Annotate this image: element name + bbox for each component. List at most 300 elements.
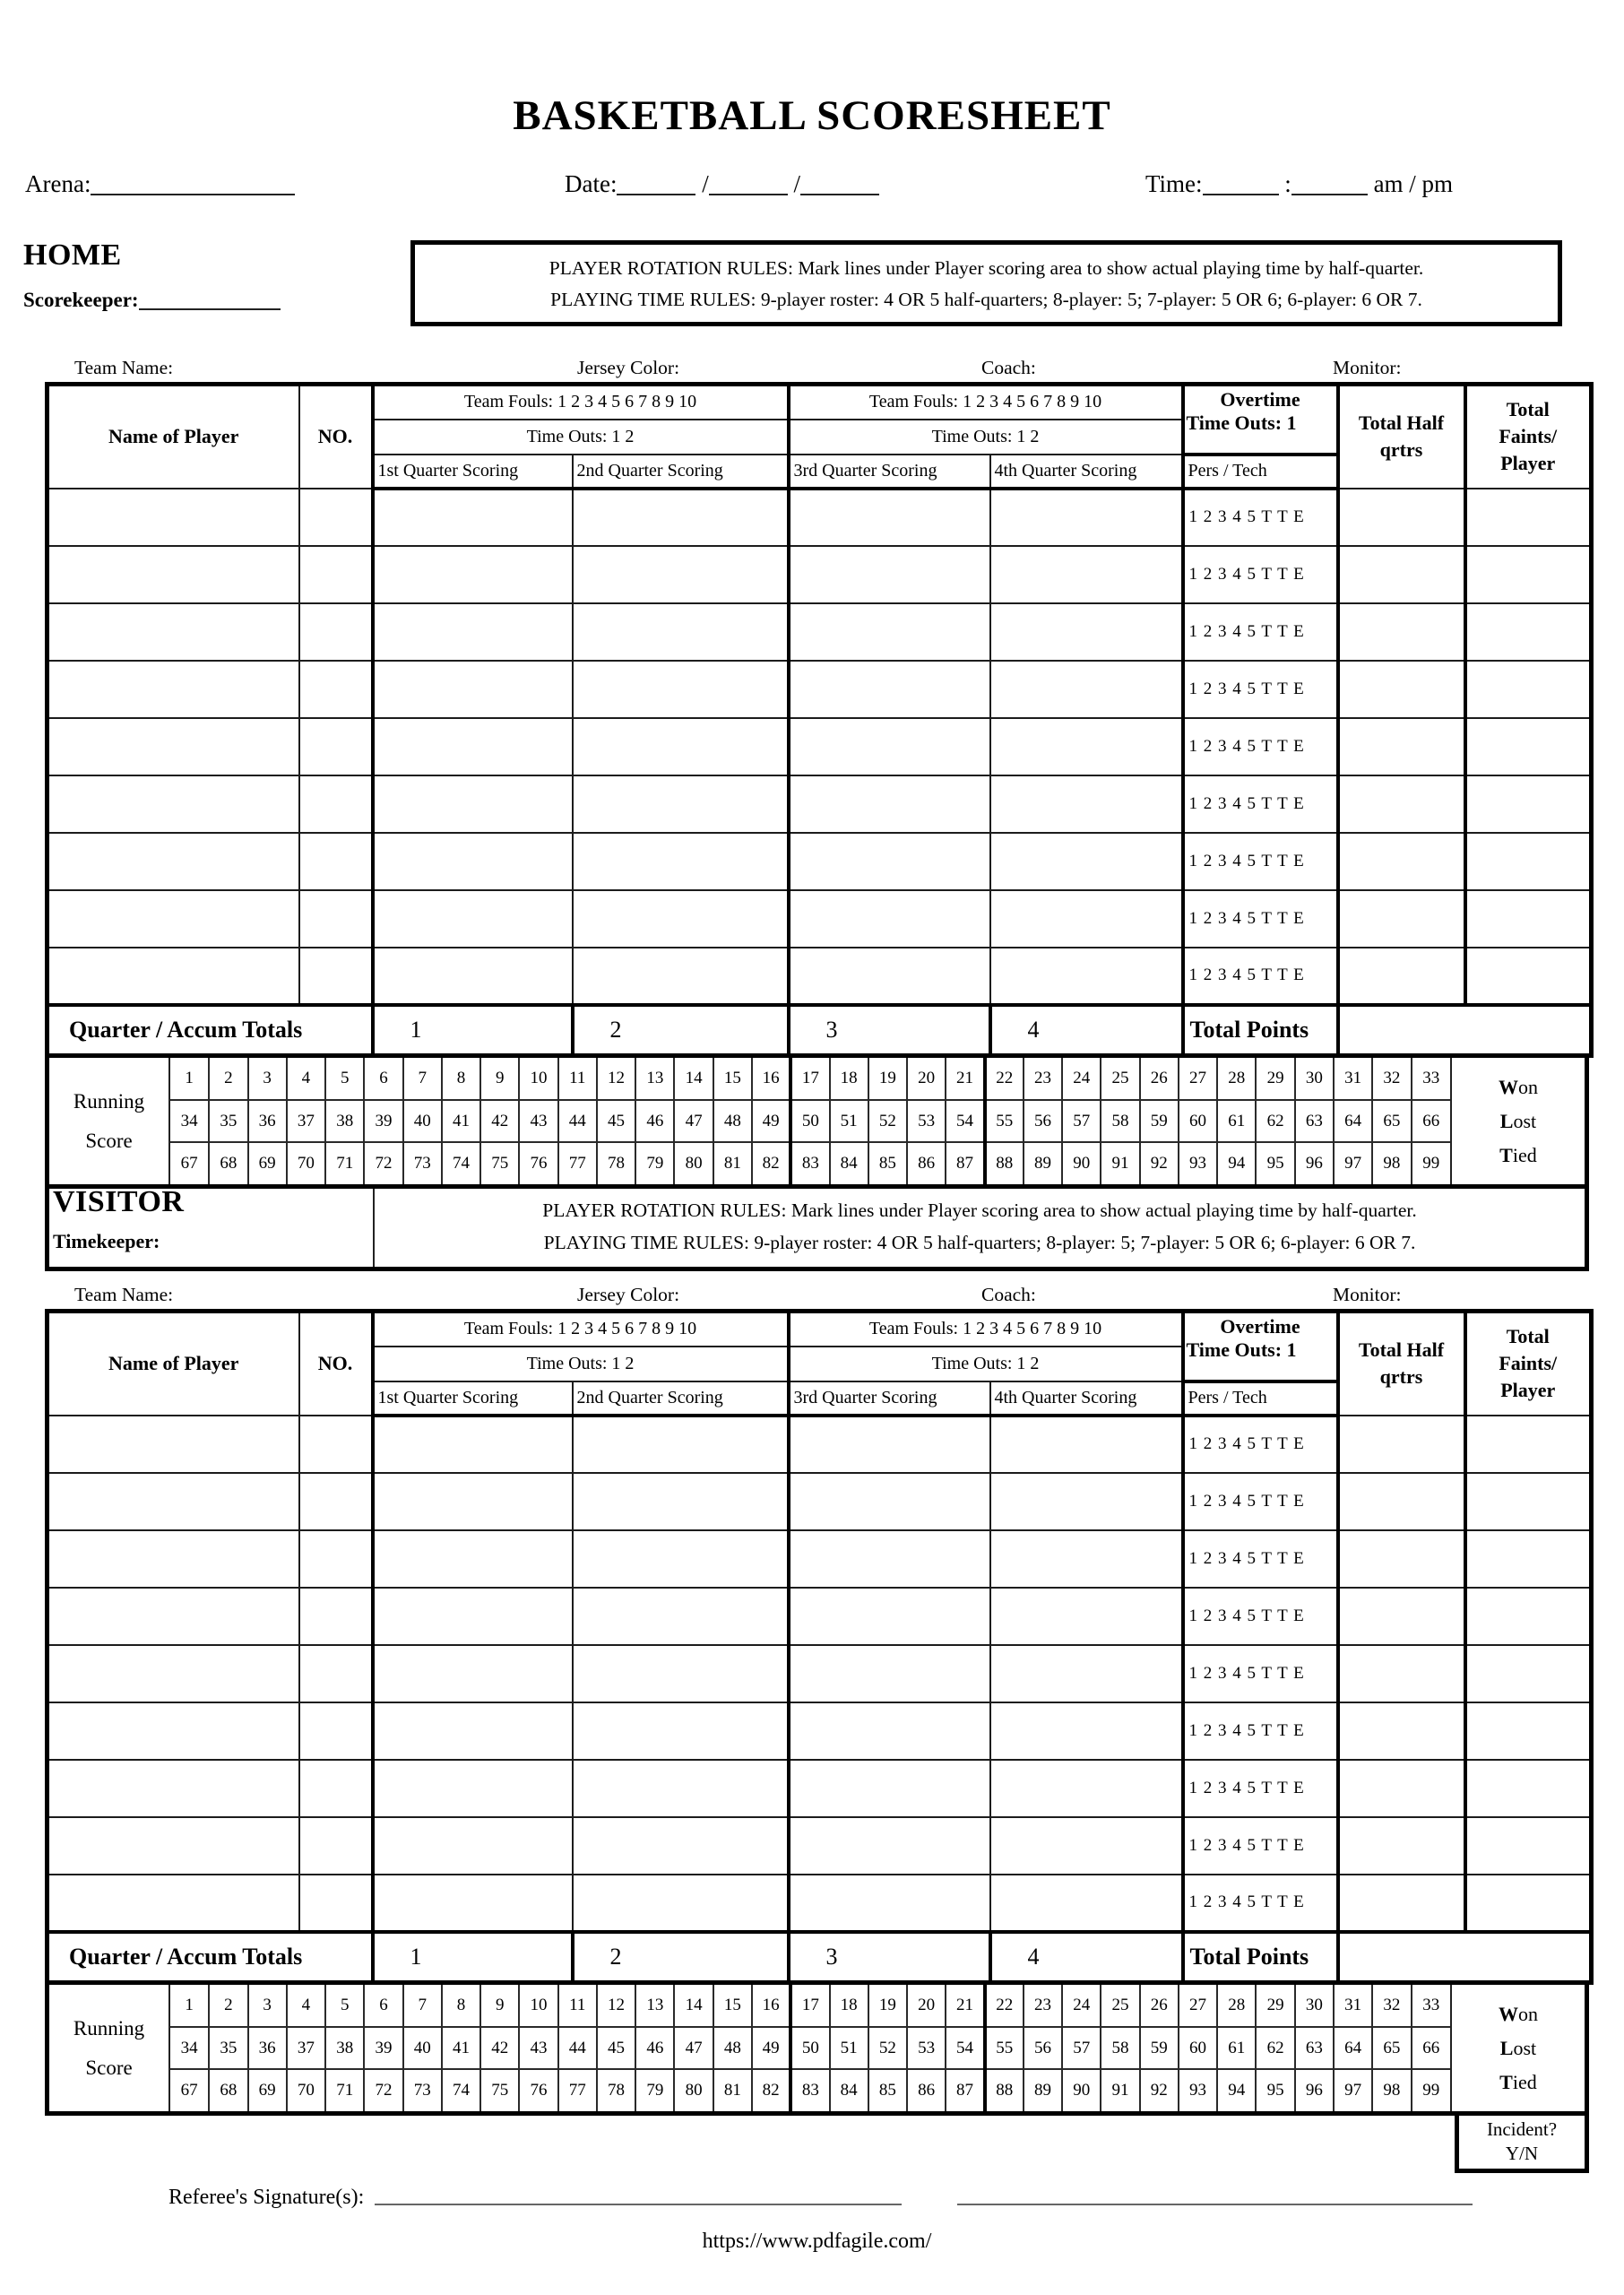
running-score-number[interactable]: 3 bbox=[248, 1058, 287, 1100]
player-no-cell[interactable] bbox=[299, 1645, 373, 1702]
q1-scoring-cell[interactable] bbox=[373, 1702, 573, 1760]
running-score-number[interactable]: 12 bbox=[597, 1058, 635, 1100]
total-half-qrtrs-cell[interactable] bbox=[1338, 775, 1465, 833]
q4-scoring-cell[interactable] bbox=[990, 890, 1183, 948]
result-label-lost[interactable]: Lost bbox=[1499, 2036, 1537, 2059]
q2-scoring-cell[interactable] bbox=[573, 1702, 789, 1760]
running-score-number[interactable]: 55 bbox=[985, 1100, 1024, 1142]
running-score-number[interactable]: 83 bbox=[790, 1142, 829, 1184]
pers-tech-foul-cell[interactable]: 1 2 3 4 5 T T E bbox=[1183, 1473, 1338, 1530]
running-score-number[interactable]: 43 bbox=[519, 1100, 557, 1142]
pers-tech-foul-cell[interactable]: 1 2 3 4 5 T T E bbox=[1183, 833, 1338, 890]
ampm-label[interactable]: am / pm bbox=[1373, 170, 1454, 197]
total-faints-cell[interactable] bbox=[1465, 890, 1592, 948]
pers-tech-foul-cell[interactable]: 1 2 3 4 5 T T E bbox=[1183, 1702, 1338, 1760]
running-score-number[interactable]: 14 bbox=[674, 1058, 713, 1100]
running-score-number[interactable]: 98 bbox=[1372, 1142, 1411, 1184]
total-half-qrtrs-cell[interactable] bbox=[1338, 546, 1465, 603]
date-day-input[interactable] bbox=[709, 170, 788, 195]
running-score-number[interactable]: 18 bbox=[830, 1058, 868, 1100]
running-score-number[interactable]: 8 bbox=[442, 1058, 480, 1100]
q3-scoring-cell[interactable] bbox=[789, 833, 990, 890]
running-score-number[interactable]: 44 bbox=[558, 1100, 597, 1142]
q3-scoring-cell[interactable] bbox=[789, 1530, 990, 1588]
running-score-number[interactable]: 22 bbox=[985, 1058, 1024, 1100]
running-score-number[interactable]: 87 bbox=[946, 2069, 984, 2111]
q1-scoring-cell[interactable] bbox=[373, 1645, 573, 1702]
q4-scoring-cell[interactable] bbox=[990, 775, 1183, 833]
running-score-number[interactable]: 18 bbox=[830, 1985, 868, 2027]
running-score-number[interactable]: 50 bbox=[790, 2027, 829, 2069]
total-faints-cell[interactable] bbox=[1465, 1760, 1592, 1817]
q1-scoring-cell[interactable] bbox=[373, 546, 573, 603]
player-name-cell[interactable] bbox=[48, 603, 299, 661]
q1-scoring-cell[interactable] bbox=[373, 1817, 573, 1875]
total-faints-cell[interactable] bbox=[1465, 1530, 1592, 1588]
running-score-number[interactable]: 37 bbox=[287, 2027, 325, 2069]
running-score-number[interactable]: 65 bbox=[1372, 1100, 1411, 1142]
running-score-number[interactable]: 50 bbox=[790, 1100, 829, 1142]
q1-scoring-cell[interactable] bbox=[373, 775, 573, 833]
running-score-number[interactable]: 82 bbox=[752, 2069, 790, 2111]
running-score-number[interactable]: 28 bbox=[1217, 1985, 1256, 2027]
running-score-number[interactable]: 76 bbox=[519, 1142, 557, 1184]
running-score-number[interactable]: 80 bbox=[674, 1142, 713, 1184]
running-score-number[interactable]: 60 bbox=[1179, 2027, 1217, 2069]
q4-scoring-cell[interactable] bbox=[990, 1473, 1183, 1530]
total-faints-cell[interactable] bbox=[1465, 661, 1592, 718]
running-score-number[interactable]: 29 bbox=[1256, 1985, 1294, 2027]
q1-scoring-cell[interactable] bbox=[373, 948, 573, 1005]
pers-tech-foul-cell[interactable]: 1 2 3 4 5 T T E bbox=[1183, 775, 1338, 833]
q2-scoring-cell[interactable] bbox=[573, 775, 789, 833]
q4-scoring-cell[interactable] bbox=[990, 1530, 1183, 1588]
result-label-won[interactable]: Won bbox=[1498, 2002, 1538, 2025]
team-fouls-first-half[interactable]: Team Fouls: 1 2 3 4 5 6 7 8 9 10 bbox=[373, 385, 789, 420]
running-score-number[interactable]: 88 bbox=[985, 2069, 1024, 2111]
running-score-number[interactable]: 1 bbox=[170, 1985, 209, 2027]
q2-scoring-cell[interactable] bbox=[573, 661, 789, 718]
result-label-lost[interactable]: Lost bbox=[1499, 1109, 1537, 1132]
running-score-number[interactable]: 76 bbox=[519, 2069, 557, 2111]
q3-scoring-cell[interactable] bbox=[789, 546, 990, 603]
player-no-cell[interactable] bbox=[299, 1702, 373, 1760]
running-score-number[interactable]: 64 bbox=[1334, 1100, 1372, 1142]
running-score-number[interactable]: 42 bbox=[480, 2027, 519, 2069]
q4-scoring-cell[interactable] bbox=[990, 603, 1183, 661]
player-name-cell[interactable] bbox=[48, 833, 299, 890]
player-no-cell[interactable] bbox=[299, 603, 373, 661]
total-points-value-cell[interactable] bbox=[1338, 1932, 1592, 1983]
running-score-number[interactable]: 23 bbox=[1024, 1985, 1062, 2027]
total-faints-cell[interactable] bbox=[1465, 1645, 1592, 1702]
timeouts-first-half[interactable]: Time Outs: 1 2 bbox=[373, 420, 789, 455]
timeouts-second-half[interactable]: Time Outs: 1 2 bbox=[789, 1347, 1183, 1381]
running-score-number[interactable]: 17 bbox=[790, 1985, 829, 2027]
running-score-number[interactable]: 28 bbox=[1217, 1058, 1256, 1100]
q1-scoring-cell[interactable] bbox=[373, 718, 573, 775]
running-score-number[interactable]: 62 bbox=[1256, 2027, 1294, 2069]
running-score-number[interactable]: 10 bbox=[519, 1985, 557, 2027]
running-score-number[interactable]: 63 bbox=[1295, 1100, 1334, 1142]
running-score-number[interactable]: 4 bbox=[287, 1985, 325, 2027]
running-score-number[interactable]: 35 bbox=[209, 2027, 247, 2069]
running-score-number[interactable]: 29 bbox=[1256, 1058, 1294, 1100]
running-score-number[interactable]: 51 bbox=[830, 1100, 868, 1142]
running-score-number[interactable]: 90 bbox=[1062, 1142, 1101, 1184]
running-score-number[interactable]: 81 bbox=[713, 2069, 752, 2111]
running-score-number[interactable]: 67 bbox=[170, 2069, 209, 2111]
running-score-number[interactable]: 15 bbox=[713, 1058, 752, 1100]
pers-tech-foul-cell[interactable]: 1 2 3 4 5 T T E bbox=[1183, 603, 1338, 661]
running-score-number[interactable]: 39 bbox=[364, 2027, 402, 2069]
running-score-number[interactable]: 2 bbox=[209, 1985, 247, 2027]
running-score-number[interactable]: 61 bbox=[1217, 2027, 1256, 2069]
running-score-number[interactable]: 97 bbox=[1334, 1142, 1372, 1184]
running-score-number[interactable]: 67 bbox=[170, 1142, 209, 1184]
running-score-number[interactable]: 9 bbox=[480, 1058, 519, 1100]
team-fouls-first-half[interactable]: Team Fouls: 1 2 3 4 5 6 7 8 9 10 bbox=[373, 1312, 789, 1347]
running-score-number[interactable]: 86 bbox=[907, 1142, 946, 1184]
running-score-number[interactable]: 1 bbox=[170, 1058, 209, 1100]
running-score-number[interactable]: 42 bbox=[480, 1100, 519, 1142]
home-result-box[interactable] bbox=[1450, 1058, 1585, 1184]
running-score-number[interactable]: 87 bbox=[946, 1142, 984, 1184]
running-score-number[interactable]: 70 bbox=[287, 1142, 325, 1184]
team-name-label[interactable]: Team Name: bbox=[74, 1284, 174, 1305]
running-score-number[interactable]: 84 bbox=[830, 1142, 868, 1184]
monitor-label[interactable]: Monitor: bbox=[1333, 1284, 1402, 1305]
running-score-number[interactable]: 37 bbox=[287, 1100, 325, 1142]
q2-scoring-cell[interactable] bbox=[573, 1588, 789, 1645]
q1-scoring-cell[interactable] bbox=[373, 1760, 573, 1817]
running-score-number[interactable]: 72 bbox=[364, 2069, 402, 2111]
running-score-number[interactable]: 79 bbox=[635, 2069, 674, 2111]
q2-scoring-cell[interactable] bbox=[573, 1760, 789, 1817]
total-half-qrtrs-cell[interactable] bbox=[1338, 1645, 1465, 1702]
q2-scoring-cell[interactable] bbox=[573, 1817, 789, 1875]
running-score-number[interactable]: 45 bbox=[597, 2027, 635, 2069]
running-score-number[interactable]: 24 bbox=[1062, 1985, 1101, 2027]
running-score-number[interactable]: 39 bbox=[364, 1100, 402, 1142]
running-score-number[interactable]: 88 bbox=[985, 1142, 1024, 1184]
running-score-number[interactable]: 82 bbox=[752, 1142, 790, 1184]
running-score-number[interactable]: 96 bbox=[1295, 1142, 1334, 1184]
scorekeeper-input[interactable] bbox=[139, 285, 281, 310]
total-half-qrtrs-cell[interactable] bbox=[1338, 603, 1465, 661]
running-score-number[interactable]: 27 bbox=[1179, 1985, 1217, 2027]
running-score-number[interactable]: 92 bbox=[1140, 1142, 1179, 1184]
q1-scoring-cell[interactable] bbox=[373, 890, 573, 948]
running-score-number[interactable]: 8 bbox=[442, 1985, 480, 2027]
q1-scoring-cell[interactable] bbox=[373, 833, 573, 890]
running-score-number[interactable]: 24 bbox=[1062, 1058, 1101, 1100]
result-label-tied[interactable]: Tied bbox=[1499, 2070, 1537, 2093]
player-no-cell[interactable] bbox=[299, 1416, 373, 1473]
player-no-cell[interactable] bbox=[299, 1760, 373, 1817]
jersey-color-label[interactable]: Jersey Color: bbox=[577, 357, 680, 378]
q2-scoring-cell[interactable] bbox=[573, 603, 789, 661]
running-score-number[interactable]: 60 bbox=[1179, 1100, 1217, 1142]
running-score-number[interactable]: 80 bbox=[674, 2069, 713, 2111]
q1-scoring-cell[interactable] bbox=[373, 1588, 573, 1645]
q4-scoring-cell[interactable] bbox=[990, 1702, 1183, 1760]
pers-tech-foul-cell[interactable]: 1 2 3 4 5 T T E bbox=[1183, 546, 1338, 603]
team-fouls-second-half[interactable]: Team Fouls: 1 2 3 4 5 6 7 8 9 10 bbox=[789, 385, 1183, 420]
visitor-result-box[interactable] bbox=[1450, 1985, 1585, 2111]
running-score-number[interactable]: 40 bbox=[403, 2027, 442, 2069]
total-half-qrtrs-cell[interactable] bbox=[1338, 1588, 1465, 1645]
q3-scoring-cell[interactable] bbox=[789, 661, 990, 718]
running-score-number[interactable]: 83 bbox=[790, 2069, 829, 2111]
running-score-number[interactable]: 16 bbox=[752, 1058, 790, 1100]
pers-tech-foul-cell[interactable]: 1 2 3 4 5 T T E bbox=[1183, 718, 1338, 775]
running-score-number[interactable]: 99 bbox=[1422, 1154, 1440, 1173]
running-score-number[interactable]: 6 bbox=[364, 1058, 402, 1100]
coach-label[interactable]: Coach: bbox=[981, 357, 1036, 378]
total-faints-cell[interactable] bbox=[1465, 489, 1592, 546]
running-score-number[interactable]: 45 bbox=[597, 1100, 635, 1142]
team-fouls-second-half[interactable]: Team Fouls: 1 2 3 4 5 6 7 8 9 10 bbox=[789, 1312, 1183, 1347]
running-score-number[interactable]: 12 bbox=[597, 1985, 635, 2027]
running-score-number[interactable]: 54 bbox=[946, 1100, 984, 1142]
total-half-qrtrs-cell[interactable] bbox=[1338, 489, 1465, 546]
player-name-cell[interactable] bbox=[48, 890, 299, 948]
running-score-number[interactable]: 52 bbox=[868, 1100, 907, 1142]
running-score-number[interactable]: 34 bbox=[170, 2027, 209, 2069]
q4-total-cell[interactable]: 4 bbox=[990, 1932, 1183, 1983]
q1-scoring-cell[interactable] bbox=[373, 603, 573, 661]
overtime-timeouts-header[interactable] bbox=[1183, 385, 1338, 455]
running-score-number[interactable]: 92 bbox=[1140, 2069, 1179, 2111]
running-score-number[interactable]: 5 bbox=[325, 1985, 364, 2027]
running-score-number[interactable]: 41 bbox=[442, 1100, 480, 1142]
running-score-number[interactable]: 10 bbox=[519, 1058, 557, 1100]
q1-total-cell[interactable]: 1 bbox=[373, 1932, 573, 1983]
total-points-value-cell[interactable] bbox=[1338, 1005, 1592, 1056]
running-score-number[interactable]: 74 bbox=[442, 1142, 480, 1184]
running-score-number[interactable]: 25 bbox=[1101, 1058, 1139, 1100]
running-score-number[interactable]: 73 bbox=[403, 1142, 442, 1184]
footer-url[interactable]: https://www.pdfagile.com/ bbox=[702, 2230, 932, 2253]
running-score-number[interactable]: 22 bbox=[985, 1985, 1024, 2027]
running-score-number[interactable]: 52 bbox=[868, 2027, 907, 2069]
running-score-number[interactable]: 90 bbox=[1062, 2069, 1101, 2111]
pers-tech-foul-cell[interactable]: 1 2 3 4 5 T T E bbox=[1183, 1645, 1338, 1702]
time-minute-input[interactable] bbox=[1291, 170, 1368, 195]
player-name-cell[interactable] bbox=[48, 1530, 299, 1588]
total-half-qrtrs-cell[interactable] bbox=[1338, 661, 1465, 718]
total-half-qrtrs-cell[interactable] bbox=[1338, 1416, 1465, 1473]
q3-scoring-cell[interactable] bbox=[789, 1473, 990, 1530]
running-score-number[interactable]: 94 bbox=[1217, 1142, 1256, 1184]
running-score-number[interactable]: 15 bbox=[713, 1985, 752, 2027]
running-score-number[interactable]: 96 bbox=[1295, 2069, 1334, 2111]
referee-signature-input-1[interactable] bbox=[375, 2182, 902, 2205]
monitor-label[interactable]: Monitor: bbox=[1333, 357, 1402, 378]
q2-scoring-cell[interactable] bbox=[573, 1875, 789, 1932]
running-score-number[interactable]: 81 bbox=[713, 1142, 752, 1184]
player-name-cell[interactable] bbox=[48, 661, 299, 718]
running-score-number[interactable]: 69 bbox=[248, 2069, 287, 2111]
q4-scoring-cell[interactable] bbox=[990, 1817, 1183, 1875]
time-hour-input[interactable] bbox=[1203, 170, 1279, 195]
total-half-qrtrs-cell[interactable] bbox=[1338, 833, 1465, 890]
running-score-number[interactable]: 91 bbox=[1101, 2069, 1139, 2111]
q4-scoring-cell[interactable] bbox=[990, 546, 1183, 603]
timeouts-first-half[interactable]: Time Outs: 1 2 bbox=[373, 1347, 789, 1381]
running-score-number[interactable]: 78 bbox=[597, 2069, 635, 2111]
running-score-number[interactable]: 86 bbox=[907, 2069, 946, 2111]
player-name-cell[interactable] bbox=[48, 948, 299, 1005]
running-score-number[interactable]: 98 bbox=[1372, 2069, 1411, 2111]
total-half-qrtrs-cell[interactable] bbox=[1338, 948, 1465, 1005]
running-score-number[interactable]: 61 bbox=[1217, 1100, 1256, 1142]
q2-scoring-cell[interactable] bbox=[573, 489, 789, 546]
running-score-number[interactable]: 14 bbox=[674, 1985, 713, 2027]
running-score-number[interactable]: 70 bbox=[287, 2069, 325, 2111]
running-score-number[interactable]: 75 bbox=[480, 2069, 519, 2111]
player-no-cell[interactable] bbox=[299, 1530, 373, 1588]
player-name-cell[interactable] bbox=[48, 489, 299, 546]
total-faints-cell[interactable] bbox=[1465, 948, 1592, 1005]
total-faints-cell[interactable] bbox=[1465, 546, 1592, 603]
total-half-qrtrs-cell[interactable] bbox=[1338, 1817, 1465, 1875]
q3-scoring-cell[interactable] bbox=[789, 489, 990, 546]
running-score-number[interactable]: 68 bbox=[209, 2069, 247, 2111]
total-half-qrtrs-cell[interactable] bbox=[1338, 718, 1465, 775]
player-name-cell[interactable] bbox=[48, 1760, 299, 1817]
player-name-cell[interactable] bbox=[48, 775, 299, 833]
running-score-number[interactable]: 56 bbox=[1024, 1100, 1062, 1142]
running-score-number[interactable]: 33 bbox=[1412, 1058, 1450, 1100]
running-score-number[interactable]: 11 bbox=[558, 1058, 597, 1100]
running-score-number[interactable]: 31 bbox=[1334, 1058, 1372, 1100]
running-score-number[interactable]: 34 bbox=[170, 1100, 209, 1142]
running-score-number[interactable]: 99 bbox=[1422, 2081, 1440, 2100]
timekeeper-field-group[interactable] bbox=[53, 1230, 160, 1253]
pers-tech-foul-cell[interactable]: 1 2 3 4 5 T T E bbox=[1183, 890, 1338, 948]
running-score-number[interactable]: 79 bbox=[635, 1142, 674, 1184]
q4-scoring-cell[interactable] bbox=[990, 833, 1183, 890]
pers-tech-foul-cell[interactable]: 1 2 3 4 5 T T E bbox=[1183, 948, 1338, 1005]
date-month-input[interactable] bbox=[617, 170, 695, 195]
q2-scoring-cell[interactable] bbox=[573, 1645, 789, 1702]
running-score-number[interactable]: 33 bbox=[1412, 1985, 1450, 2027]
player-no-cell[interactable] bbox=[299, 1817, 373, 1875]
running-score-number[interactable]: 71 bbox=[325, 1142, 364, 1184]
player-name-cell[interactable] bbox=[48, 1473, 299, 1530]
total-faints-cell[interactable] bbox=[1465, 1875, 1592, 1932]
player-name-cell[interactable] bbox=[48, 1817, 299, 1875]
player-no-cell[interactable] bbox=[299, 1875, 373, 1932]
running-score-number[interactable]: 13 bbox=[635, 1058, 674, 1100]
running-score-number[interactable]: 41 bbox=[442, 2027, 480, 2069]
pers-tech-foul-cell[interactable]: 1 2 3 4 5 T T E bbox=[1183, 1875, 1338, 1932]
player-name-cell[interactable] bbox=[48, 718, 299, 775]
running-score-number[interactable]: 2 bbox=[209, 1058, 247, 1100]
running-score-number[interactable]: 51 bbox=[830, 2027, 868, 2069]
running-score-number[interactable]: 11 bbox=[558, 1985, 597, 2027]
running-score-number[interactable]: 36 bbox=[248, 1100, 287, 1142]
player-name-cell[interactable] bbox=[48, 546, 299, 603]
pers-tech-foul-cell[interactable]: 1 2 3 4 5 T T E bbox=[1183, 1817, 1338, 1875]
q1-scoring-cell[interactable] bbox=[373, 1875, 573, 1932]
running-score-number[interactable]: 97 bbox=[1334, 2069, 1372, 2111]
running-score-number[interactable]: 77 bbox=[558, 2069, 597, 2111]
running-score-number[interactable]: 4 bbox=[287, 1058, 325, 1100]
q3-scoring-cell[interactable] bbox=[789, 775, 990, 833]
running-score-number[interactable]: 75 bbox=[480, 1142, 519, 1184]
running-score-number[interactable]: 63 bbox=[1295, 2027, 1334, 2069]
running-score-number[interactable]: 21 bbox=[946, 1058, 984, 1100]
q3-total-cell[interactable]: 3 bbox=[789, 1005, 990, 1056]
player-name-cell[interactable] bbox=[48, 1416, 299, 1473]
running-score-number[interactable]: 49 bbox=[752, 1100, 790, 1142]
running-score-number[interactable]: 5 bbox=[325, 1058, 364, 1100]
running-score-number[interactable]: 62 bbox=[1256, 1100, 1294, 1142]
q3-scoring-cell[interactable] bbox=[789, 1645, 990, 1702]
pers-tech-foul-cell[interactable]: 1 2 3 4 5 T T E bbox=[1183, 489, 1338, 546]
running-score-number[interactable]: 73 bbox=[403, 2069, 442, 2111]
running-score-number[interactable]: 26 bbox=[1140, 1058, 1179, 1100]
running-score-number[interactable]: 89 bbox=[1024, 2069, 1062, 2111]
total-half-qrtrs-cell[interactable] bbox=[1338, 1760, 1465, 1817]
q3-scoring-cell[interactable] bbox=[789, 718, 990, 775]
running-score-number[interactable]: 68 bbox=[209, 1142, 247, 1184]
running-score-number[interactable]: 16 bbox=[752, 1985, 790, 2027]
running-score-number[interactable]: 31 bbox=[1334, 1985, 1372, 2027]
player-no-cell[interactable] bbox=[299, 1588, 373, 1645]
timeouts-second-half[interactable]: Time Outs: 1 2 bbox=[789, 420, 1183, 455]
q2-total-cell[interactable]: 2 bbox=[573, 1005, 789, 1056]
q3-scoring-cell[interactable] bbox=[789, 1416, 990, 1473]
running-score-number[interactable]: 30 bbox=[1295, 1058, 1334, 1100]
pers-tech-foul-cell[interactable]: 1 2 3 4 5 T T E bbox=[1183, 1588, 1338, 1645]
running-score-number[interactable]: 93 bbox=[1179, 2069, 1217, 2111]
q4-scoring-cell[interactable] bbox=[990, 1416, 1183, 1473]
total-faints-cell[interactable] bbox=[1465, 603, 1592, 661]
running-score-number[interactable]: 59 bbox=[1140, 2027, 1179, 2069]
player-name-cell[interactable] bbox=[48, 1702, 299, 1760]
running-score-number[interactable]: 72 bbox=[364, 1142, 402, 1184]
q2-scoring-cell[interactable] bbox=[573, 833, 789, 890]
player-no-cell[interactable] bbox=[299, 718, 373, 775]
q2-scoring-cell[interactable] bbox=[573, 890, 789, 948]
player-name-cell[interactable] bbox=[48, 1875, 299, 1932]
player-no-cell[interactable] bbox=[299, 775, 373, 833]
overtime-timeouts-header[interactable] bbox=[1183, 1312, 1338, 1381]
running-score-number[interactable]: 17 bbox=[790, 1058, 829, 1100]
running-score-number[interactable]: 57 bbox=[1062, 1100, 1101, 1142]
running-score-number[interactable]: 36 bbox=[248, 2027, 287, 2069]
running-score-number[interactable]: 47 bbox=[674, 2027, 713, 2069]
q3-scoring-cell[interactable] bbox=[789, 1702, 990, 1760]
running-score-number[interactable]: 85 bbox=[868, 1142, 907, 1184]
running-score-number[interactable]: 35 bbox=[209, 1100, 247, 1142]
running-score-number[interactable]: 66 bbox=[1412, 2027, 1450, 2069]
coach-label[interactable]: Coach: bbox=[981, 1284, 1036, 1305]
q4-scoring-cell[interactable] bbox=[990, 1760, 1183, 1817]
running-score-number[interactable]: 46 bbox=[635, 1100, 674, 1142]
q2-scoring-cell[interactable] bbox=[573, 546, 789, 603]
total-half-qrtrs-cell[interactable] bbox=[1338, 1875, 1465, 1932]
running-score-number[interactable]: 71 bbox=[325, 2069, 364, 2111]
q4-scoring-cell[interactable] bbox=[990, 489, 1183, 546]
total-half-qrtrs-cell[interactable] bbox=[1338, 1702, 1465, 1760]
running-score-number[interactable]: 65 bbox=[1372, 2027, 1411, 2069]
q3-total-cell[interactable]: 3 bbox=[789, 1932, 990, 1983]
